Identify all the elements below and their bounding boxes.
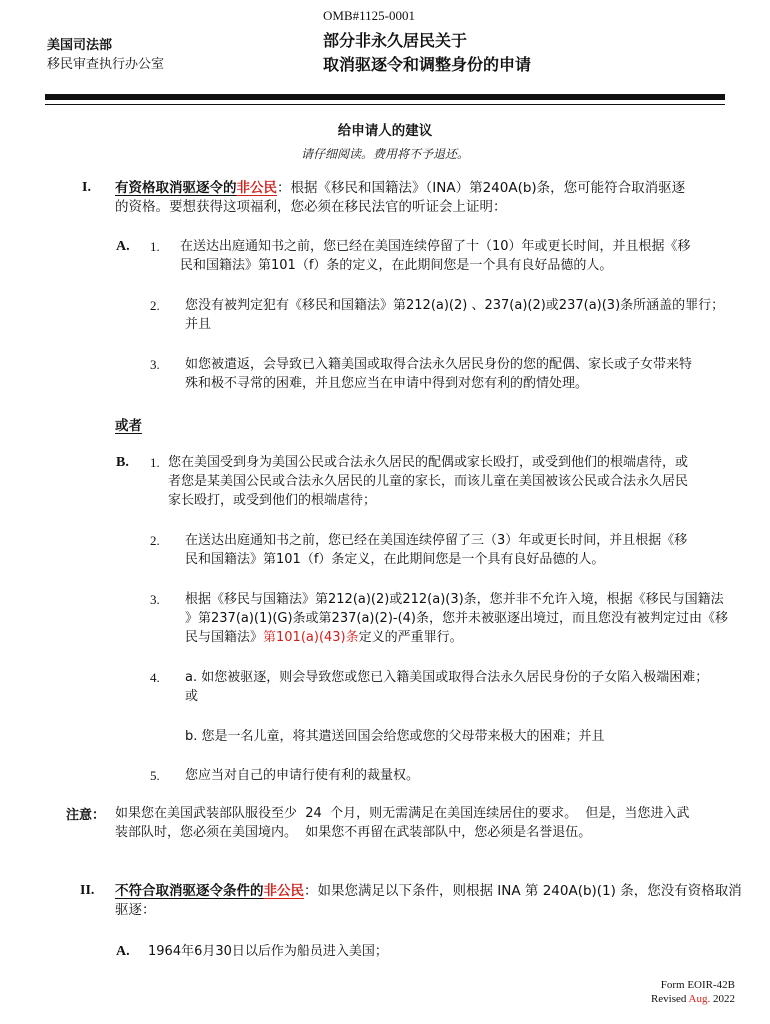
section-1a-item3-line2: 殊和极不寻常的困难，并且您应当在申请中得到对您有利的酌情处理。 <box>185 376 589 391</box>
section-1b-item1-line2: 者您是某美国公民或合法永久居民的儿童的家长，而该儿童在美国被该公民或合法永久居民 <box>168 474 689 489</box>
section-1a-item2-line1: 您没有被判定犯有《移民和国籍法》第212(a)(2) 、237(a)(2)或237(a)(3)条所涵盖的罪行； <box>185 298 725 313</box>
section-1b-item1-num: 1. <box>150 455 160 470</box>
section-1a-item1 <box>180 237 740 275</box>
section-1-lead-noncitizen: 非公民 <box>236 180 277 196</box>
note-line2: 装部队时，您必须在美国境内。 如果您不再留在武装部队中，您必须是名誉退伍。 <box>115 825 592 840</box>
section-1b-item4a-line1: a. 如您被驱逐，则会导致您或您已入籍美国或取得合法永久居民身份的子女陷入极端困难； <box>185 670 709 685</box>
revision-month: Aug. <box>688 993 711 1005</box>
revision-year: 2022 <box>713 993 735 1005</box>
section-1b-item5-num: 5. <box>150 768 160 783</box>
section-2-text-line2: 驱逐： <box>115 902 156 918</box>
note-label: 注意： <box>66 808 106 823</box>
revision-label: Revised <box>650 993 687 1005</box>
section-1a-item2 <box>185 296 740 334</box>
section-1-intro <box>115 179 745 217</box>
advice-subheading: 请仔细阅读。费用将不予退还。 <box>300 147 469 161</box>
header-rule-thin <box>45 104 725 105</box>
section-1a-item1-line1: 在送达出庭通知书之前，您已经在美国连续停留了十（10）年或更长时间，并且根据《移 <box>180 239 691 254</box>
section-1b-item1 <box>168 453 743 510</box>
section-1b-item2-line2: 民和国籍法》第101（f）条定义，在此期间您是一个具有良好品德的人。 <box>185 552 605 567</box>
section-1b-item2-line1: 在送达出庭通知书之前，您已经在美国连续停留了三（3）年或更长时间，并且根据《移 <box>185 533 688 548</box>
advice-heading: 给申请人的建议 <box>337 123 433 139</box>
section-1a-item2-line2: 并且 <box>185 317 212 332</box>
section-1a-item1-num: 1. <box>150 239 160 254</box>
section-2a-letter: A. <box>116 944 130 959</box>
form-title-line1: 部分非永久居民关于 <box>323 31 468 50</box>
section-1a-item3 <box>185 355 740 393</box>
section-2-numeral: II. <box>80 883 95 898</box>
form-number: Form EOIR-42B <box>660 979 735 991</box>
section-2a-text: 1964年6月30日以后作为船员进入美国； <box>148 944 388 959</box>
section-1-numeral: I. <box>82 180 91 195</box>
section-1b-item5: 您应当对自己的申请行使有利的裁量权。 <box>185 768 420 783</box>
section-2-text-line1: ：如果您满足以下条件，则根据 INA 第 240A(b)(1) 条，您没有资格取消 <box>304 883 742 899</box>
section-1a-item2-num: 2. <box>150 298 160 313</box>
section-1b-letter: B. <box>116 455 129 470</box>
section-1b-item3-line3-end: 定义的严重罪行。 <box>358 630 463 645</box>
section-2-intro <box>115 882 755 920</box>
section-1b-item3 <box>185 590 745 647</box>
section-1a-letter: A. <box>116 239 130 254</box>
section-1b-item2-num: 2. <box>150 533 160 548</box>
revision-date <box>651 993 735 1005</box>
section-1a-item3-line1: 如您被遣返，会导致已入籍美国或取得合法永久居民身份的您的配偶、家长或子女带来特 <box>185 357 693 372</box>
section-1b-item4a-line2: 或 <box>185 689 199 704</box>
section-1a-item1-line2: 民和国籍法》第101（f）条的定义，在此期间您是一个具有良好品德的人。 <box>180 258 613 273</box>
section-2-lead-noncitizen: 非公民 <box>263 883 304 899</box>
section-1b-item3-line3: 民与国籍法》 <box>185 630 264 645</box>
omb-number: OMB#1125-0001 <box>323 8 415 23</box>
section-1b-item4a <box>185 668 745 706</box>
section-1b-item4b: b. 您是一名儿童，将其遣送回国会给您或您的父母带来极大的困难；并且 <box>185 729 605 744</box>
section-1b-item3-line1: 根据《移民与国籍法》第212(a)(2)或212(a)(3)条，您并非不允许入境，根据《移民与国籍法 <box>185 592 724 607</box>
or-label: 或者 <box>115 418 142 434</box>
section-2-lead: 不符合取消驱逐令条件的 <box>115 883 264 899</box>
section-1b-item2 <box>185 531 740 569</box>
section-1b-item3-line2: 》第237(a)(1)(G)条或第237(a)(2)-(4)条，您并未被驱逐出境过，而且您没有被判定过由《移 <box>185 611 728 626</box>
section-1-text-line1: ：根据《移民和国籍法》（INA）第240A(b)条，您可能符合取消驱逐 <box>277 180 686 196</box>
header-rule-thick <box>45 94 725 100</box>
section-1-lead: 有资格取消驱逐令的 <box>115 180 237 196</box>
section-1-text-line2: 的资格。要想获得这项福利，您必须在移民法官的听证会上证明： <box>115 199 507 215</box>
section-1b-item4-num: 4. <box>150 670 160 685</box>
aggravated-felony-reference: 第101(a)(43)条 <box>263 630 359 645</box>
section-1b-item3-num: 3. <box>150 592 160 607</box>
form-title-line2: 取消驱逐令和调整身份的申请 <box>323 55 532 74</box>
section-1a-item3-num: 3. <box>150 357 160 372</box>
note-line1: 如果您在美国武装部队服役至少 24 个月，则无需满足在美国连续居住的要求。 但是，当您进入武 <box>115 806 690 821</box>
department-name: 美国司法部 <box>47 38 113 53</box>
office-name: 移民审查执行办公室 <box>47 57 165 72</box>
section-1b-item1-line3: 家长殴打，或受到他们的根端虐待； <box>168 493 377 508</box>
section-1b-item1-line1: 您在美国受到身为美国公民或合法永久居民的配偶或家长殴打，或受到他们的根端虐待，或 <box>168 455 689 470</box>
note-text <box>115 804 745 842</box>
